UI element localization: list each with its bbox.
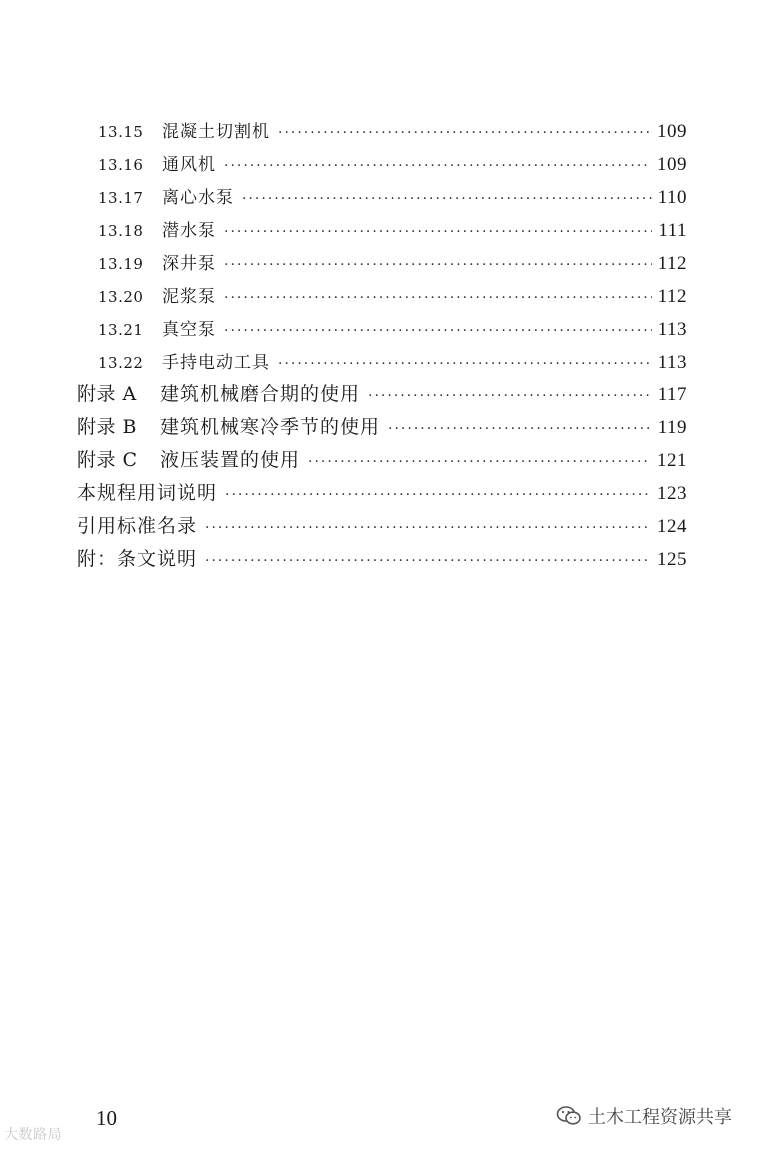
toc-entry-title: 附：条文说明 xyxy=(77,548,198,570)
toc-entry-page: 112 xyxy=(657,253,687,274)
toc-entry-title: 建筑机械寒冷季节的使用 xyxy=(160,416,381,438)
toc-leader-dots xyxy=(308,454,651,470)
watermark-left xyxy=(4,1124,62,1144)
toc-entry-number: 13.17 xyxy=(98,189,144,207)
toc-entry-page: 117 xyxy=(657,384,687,405)
toc-entry-page: 123 xyxy=(657,483,687,504)
toc-entry xyxy=(98,183,687,209)
toc-entry-title: 离心水泵 xyxy=(162,188,234,208)
toc-entry-title: 建筑机械磨合期的使用 xyxy=(160,383,361,405)
toc-entry xyxy=(98,150,687,176)
toc-entry-page: 121 xyxy=(657,450,687,471)
toc-entry-number: 附录 B xyxy=(77,416,138,438)
toc-entry-title: 手持电动工具 xyxy=(162,353,270,373)
toc-entry-title: 真空泵 xyxy=(162,320,216,340)
toc-leader-dots xyxy=(225,487,651,503)
toc-entry-appendix-b xyxy=(77,412,687,439)
toc-entry-number: 13.21 xyxy=(98,321,144,339)
toc-entry-page: 112 xyxy=(657,286,687,307)
toc-entry-wording-explanation xyxy=(77,478,687,505)
wechat-icon xyxy=(556,1105,582,1127)
toc-leader-dots xyxy=(224,290,652,306)
toc-entry-title: 混凝土切割机 xyxy=(162,122,270,142)
watermark-left-text: 大数路局 xyxy=(4,1127,62,1143)
toc-entry-title: 通风机 xyxy=(162,155,216,175)
toc-entry-page: 113 xyxy=(657,352,687,373)
toc-entry-title: 引用标准名录 xyxy=(77,515,198,537)
toc-entry-appendix-a xyxy=(77,379,687,406)
toc-entry xyxy=(98,249,687,275)
toc-entry-number: 13.20 xyxy=(98,288,144,306)
toc-entry-cited-standards xyxy=(77,511,687,538)
toc-leader-dots xyxy=(278,356,652,372)
toc-entry-number: 13.18 xyxy=(98,222,144,240)
toc-entry-page: 124 xyxy=(657,516,687,537)
toc-entry-number: 13.16 xyxy=(98,156,144,174)
toc-entry-page: 109 xyxy=(657,121,687,142)
toc-leader-dots xyxy=(242,191,652,207)
toc-entry xyxy=(98,315,687,341)
toc-leader-dots xyxy=(224,224,652,240)
toc-leader-dots xyxy=(224,257,652,273)
toc-entry-title: 潜水泵 xyxy=(162,221,216,241)
toc-entry-clause-explanation xyxy=(77,544,687,571)
toc-entry-number: 附录 A xyxy=(77,383,137,405)
toc-entry xyxy=(98,282,687,308)
page-number: 10 xyxy=(96,1106,117,1130)
toc-entry-page: 119 xyxy=(657,417,687,438)
toc-leader-dots xyxy=(205,520,651,536)
toc-entry-number: 13.19 xyxy=(98,255,144,273)
toc-entry-page: 111 xyxy=(658,220,687,241)
watermark-right-text: 土木工程资源共享 xyxy=(588,1107,732,1128)
toc-leader-dots xyxy=(368,388,652,404)
toc-entry-page: 113 xyxy=(657,319,687,340)
toc-leader-dots xyxy=(224,323,652,339)
toc-entry-page: 109 xyxy=(657,154,687,175)
toc-entry-page: 125 xyxy=(657,549,687,570)
toc-entry-page: 110 xyxy=(657,187,687,208)
toc-entry-title: 本规程用词说明 xyxy=(77,482,218,504)
toc-entry-number: 13.15 xyxy=(98,123,144,141)
toc-leader-dots xyxy=(278,125,651,141)
toc-entry xyxy=(98,348,687,374)
toc-entry-title: 深井泵 xyxy=(162,254,216,274)
toc-entry-title: 泥浆泵 xyxy=(162,287,216,307)
toc-entry-number: 附录 C xyxy=(77,449,138,471)
toc-leader-dots xyxy=(388,421,652,437)
toc-entry xyxy=(98,216,687,242)
toc-leader-dots xyxy=(224,158,651,174)
toc-leader-dots xyxy=(205,553,651,569)
toc-entry xyxy=(98,117,687,143)
toc-entry-title: 液压装置的使用 xyxy=(160,449,301,471)
toc-entry-number: 13.22 xyxy=(98,354,144,372)
watermark-right xyxy=(556,1103,732,1129)
toc-entry-appendix-c xyxy=(77,445,687,472)
